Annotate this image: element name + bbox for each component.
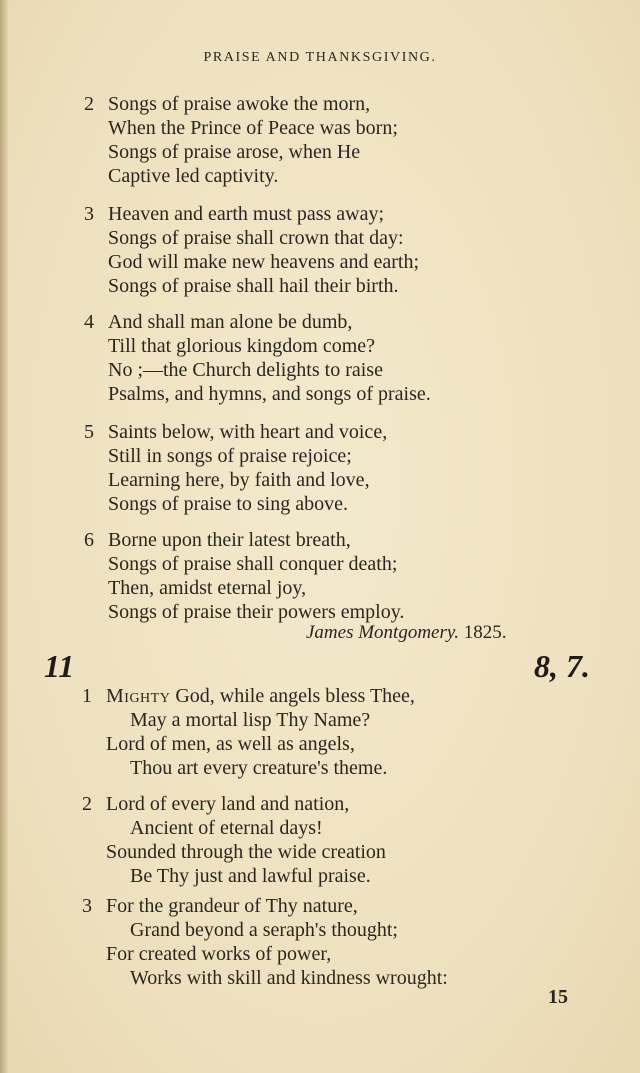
author-attribution: [306, 622, 507, 644]
verse-line: Borne upon their latest breath,: [108, 529, 351, 551]
verse-line: May a mortal lisp Thy Name?: [130, 709, 371, 731]
stanza-number: 5: [84, 421, 94, 443]
verse-line: Then, amidst eternal joy,: [108, 577, 307, 599]
verse-line: Thou art every creature's theme.: [130, 757, 388, 779]
verse-line: For created works of power,: [106, 943, 332, 965]
verse-line: Sounded through the wide creation: [106, 841, 386, 863]
verse-line: Till that glorious kingdom come?: [108, 335, 376, 357]
verse-line: Captive led captivity.: [108, 165, 279, 187]
stanza-number: 3: [82, 895, 92, 917]
verse-line: Grand beyond a seraph's thought;: [130, 919, 398, 941]
verse-line: Works with skill and kindness wrought:: [130, 967, 448, 989]
stanza-number: 1: [82, 685, 92, 707]
stanza-number: 3: [84, 203, 94, 225]
stanza-number: 4: [84, 311, 94, 333]
verse-line: Learning here, by faith and love,: [108, 469, 370, 491]
verse-line: Songs of praise their powers employ.: [108, 601, 405, 623]
verse-line: Psalms, and hymns, and songs of praise.: [108, 383, 431, 405]
verse-line: Lord of men, as well as angels,: [106, 733, 355, 755]
author-name: James Montgomery.: [306, 622, 460, 643]
verse-line: Lord of every land and nation,: [106, 793, 350, 815]
verse-line: For the grandeur of Thy nature,: [106, 895, 358, 917]
verse-line: Songs of praise shall conquer death;: [108, 553, 398, 575]
verse-line: Songs of praise shall crown that day:: [108, 227, 404, 249]
verse-line: Saints below, with heart and voice,: [108, 421, 388, 443]
verse-line: Songs of praise to sing above.: [108, 493, 348, 515]
page-number: 15: [548, 986, 568, 1008]
verse-line: [106, 684, 415, 708]
page-binding-edge: [0, 0, 8, 1073]
hymn-meter: 8, 7.: [534, 648, 590, 684]
verse-line: Ancient of eternal days!: [130, 817, 323, 839]
verse-line: And shall man alone be dumb,: [108, 311, 353, 333]
verse-line: Songs of praise shall hail their birth.: [108, 275, 399, 297]
verse-line: Heaven and earth must pass away;: [108, 203, 385, 225]
stanza-number: 2: [82, 793, 92, 815]
stanza-number: 6: [84, 529, 94, 551]
verse-line: Still in songs of praise rejoice;: [108, 445, 352, 467]
verse-line: Be Thy just and lawful praise.: [130, 865, 371, 887]
running-head: PRAISE AND THANKSGIVING.: [203, 50, 437, 65]
verse-line: God will make new heavens and earth;: [108, 251, 420, 273]
stanza-number: 2: [84, 93, 94, 115]
verse-line: Songs of praise arose, when He: [108, 141, 361, 163]
verse-line: No ;—the Church delights to raise: [108, 359, 383, 381]
verse-line: Songs of praise awoke the morn,: [108, 93, 371, 115]
verse-line: When the Prince of Peace was born;: [108, 117, 398, 139]
author-year: 1825.: [463, 622, 507, 643]
verse-line-rest: God, while angels bless Thee,: [170, 685, 415, 707]
hymn-number: 11: [44, 648, 75, 684]
first-word-smallcaps: Mighty: [106, 685, 171, 707]
